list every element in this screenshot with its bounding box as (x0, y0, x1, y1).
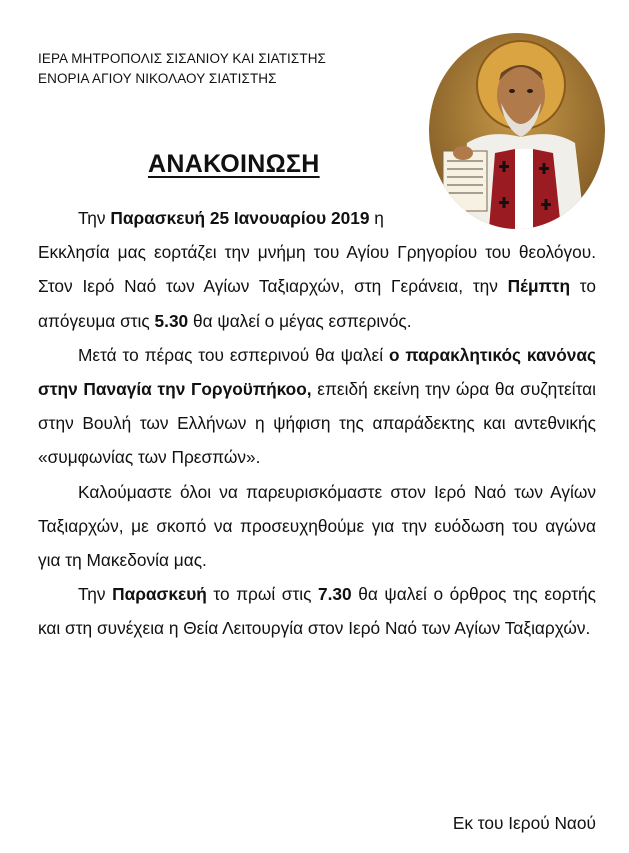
text-span: Καλούμαστε όλοι να παρευρισκόμαστε στον Ιερό Ναό των Αγίων Ταξιαρχών, με σκοπό να προσευχηθούμε για την ευόδωση του αγώνα για τη Μακεδονία μας. (38, 481, 596, 571)
text-span: το πρωί στις (206, 584, 319, 605)
text-span: επειδή εκείνη την ώρα θα συζητείται στην Βουλή των Ελλήνων η ψήφιση της απαράδεκτης και αντεθνικής «συμφωνίας των Πρεσπών». (38, 379, 596, 468)
time-text: 7.30 (318, 584, 352, 605)
paragraph-1 (38, 201, 596, 338)
header-line-metropolis: ΙΕΡΑ ΜΗΤΡΟΠΟΛΙΣ ΣΙΣΑΝΙΟΥ ΚΑΙ ΣΙΑΤΙΣΤΗΣ (38, 51, 326, 66)
emphasis-text: ο παρακλητικός κανόνας στην Παναγία την Γοργοϋπήκοο, (38, 344, 597, 400)
paragraph-2 (38, 338, 596, 475)
paragraph-1-continuation (38, 235, 596, 338)
day-text: Πέμπτη (507, 276, 571, 297)
text-span: Την (78, 584, 113, 605)
text-span: θα ψαλεί ο μέγας εσπερινός. (188, 310, 412, 331)
signature: Εκ του Ιερού Ναού (452, 813, 596, 833)
date-text: Παρασκευή 25 Ιανουαρίου 2019 (110, 208, 370, 228)
saint-gregory-icon (429, 33, 605, 229)
text-span: Την (78, 208, 111, 228)
text-span: θα ψαλεί ο όρθρος της εορτής και στη συνέχεια η Θεία Λειτουργία στον Ιερό Ναό των Αγίων Ταξιαρχών. (38, 584, 596, 639)
page-title: ΑΝΑΚΟΙΝΩΣΗ (148, 150, 320, 178)
header (38, 49, 326, 89)
time-text: 5.30 (154, 310, 189, 331)
text-span: το απόγευμα στις (38, 276, 596, 331)
paragraph-4 (38, 577, 596, 645)
text-span: η (369, 208, 384, 228)
day-text: Παρασκευή (112, 584, 207, 605)
text-span: Μετά το πέρας του εσπερινού θα ψαλεί (78, 344, 389, 365)
text-span: Εκκλησία μας εορτάζει την μνήμη του Αγίου Γρηγορίου του θεολόγου. Στον Ιερό Ναό των Αγίων Ταξιαρχών, στη Γεράνεια, την (38, 242, 596, 297)
header-line-parish: ΕΝΟΡΙΑ ΑΓΙΟΥ ΝΙΚΟΛΑΟΥ ΣΙΑΤΙΣΤΗΣ (38, 71, 277, 86)
paragraph-3 (38, 475, 596, 578)
announcement-body (38, 201, 596, 646)
